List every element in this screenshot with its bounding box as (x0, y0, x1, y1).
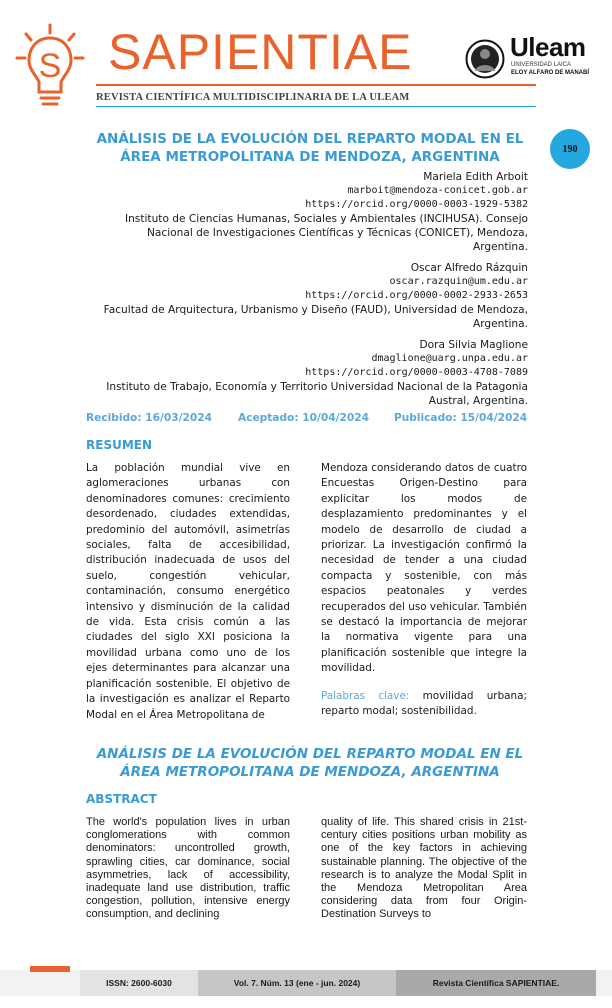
author-affiliation: Facultad de Arquitectura, Urbanismo y Diseño (FAUD), Universidad de Mendoza, (103, 304, 528, 316)
author-affiliation: Instituto de Trabajo, Economía y Territorio Universidad Nacional de la Patagonia (106, 381, 528, 393)
header-divider-blue (96, 106, 536, 107)
author-name: Oscar Alfredo Rázquin (410, 262, 528, 274)
date-received: Recibido: 16/03/2024 (86, 412, 212, 424)
title-line-2: ÁREA METROPOLITANA DE MENDOZA, ARGENTINA (120, 149, 500, 165)
title-line-1: ANÁLISIS DE LA EVOLUCIÓN DEL REPARTO MODAL EN EL (96, 131, 524, 147)
university-subtitle-1: UNIVERSIDAD LAICA (511, 62, 572, 68)
abstract-column-1: The world's population lives in urban conglomerations with common denominators: uncontrolled growth, sprawling cities, car dominance, social asymmetries, lack of accessibility, inadequate land use distribution, traffic congestion, pollution, intensive energy consumption, and declining (86, 816, 290, 921)
author-affiliation: Instituto de Ciencias Humanas, Sociales y Ambientales (INCIHUSA). Consejo (124, 213, 528, 225)
keywords-line (321, 689, 527, 720)
svg-text:S: S (38, 47, 62, 85)
author-email[interactable]: oscar.razquin@um.edu.ar (389, 276, 528, 287)
author-affiliation: Nacional de Investigaciones Científicas y Técnicas (CONICET), Mendoza, (146, 227, 528, 239)
article-title-es (80, 130, 540, 166)
abstract-column-2: quality of life. This shared crisis in 21st-century cities positions urban mobility as one of the key factors in achieving sustainable planning. The objective of the research is to analyze the Modal Split in the Mendoza Metropolitan Area considering data from four Origin-Destination Surveys to (321, 816, 527, 921)
author-block-1 (58, 170, 528, 254)
keywords-label: Palabras clave: (321, 689, 410, 702)
resumen-column-1: La población mundial vive en aglomeraciones urbanas con denominadores comunes: crecimiento desordenado, ciudades extendidas, predominio del automóvil, asimetrías sociales, falta de accesibilidad, distribución inadecuada de usos del suelo, congestión vehicular, contaminación, consumo energético intensivo y disminución de la calidad de vida. Esta crisis común a las ciudades del siglo XXI posiciona la movilidad urbana como uno de los ejes determinantes para alcanzar una planificación sostenible. El objetivo de la investigación es analizar el Reparto Modal en el Área Metropolitana de (86, 462, 290, 721)
author-email[interactable]: marboit@mendoza-conicet.gob.ar (347, 185, 528, 196)
footer-issn: ISSN: 2600-6030 (80, 970, 198, 996)
author-affiliation: Argentina. (472, 241, 528, 253)
keywords-text: movilidad urbana; reparto modal; sostenibilidad. (321, 689, 527, 718)
abstract-heading: ABSTRACT (86, 792, 157, 806)
author-orcid[interactable]: https://orcid.org/0000-0003-1929-5382 (305, 199, 528, 210)
date-accepted: Aceptado: 10/04/2024 (238, 412, 369, 424)
journal-logo-text: SAPIENTIAE (108, 24, 413, 80)
author-orcid[interactable]: https://orcid.org/0000-0003-4708-7089 (305, 367, 528, 378)
footer-volume: Vol. 7. Núm. 13 (ene - jun. 2024) (198, 970, 396, 996)
title-en-line-2: ÁREA METROPOLITANA DE MENDOZA, ARGENTINA (120, 764, 500, 780)
author-affiliation: Argentina. (472, 318, 528, 330)
author-name: Dora Silvia Maglione (419, 339, 528, 351)
author-block-3 (58, 338, 528, 408)
title-en-line-1: ANÁLISIS DE LA EVOLUCIÓN DEL REPARTO MODAL EN EL (96, 746, 524, 762)
university-subtitle-2: ELOY ALFARO DE MANABÍ (511, 70, 590, 76)
author-name: Mariela Edith Arboit (423, 171, 528, 183)
header-divider (96, 84, 536, 86)
lightbulb-logo-icon (14, 22, 86, 112)
university-name: Uleam (510, 32, 586, 62)
article-title-en (80, 745, 540, 781)
footer-accent (30, 966, 70, 972)
university-seal-icon (465, 39, 505, 79)
resumen-column-2 (321, 461, 527, 720)
author-email[interactable]: dmaglione@uarg.unpa.edu.ar (371, 353, 528, 364)
journal-subtitle: REVISTA CIENTÍFICA MULTIDISCIPLINARIA DE LA ULEAM (96, 92, 410, 103)
author-orcid[interactable]: https://orcid.org/0000-0002-2933-2653 (305, 290, 528, 301)
author-affiliation: Austral, Argentina. (428, 395, 528, 407)
date-published: Publicado: 15/04/2024 (394, 412, 528, 424)
resumen-heading: RESUMEN (86, 438, 153, 452)
footer-journal: Revista Científica SAPIENTIAE. (396, 970, 596, 996)
resumen-column-2-text: Mendoza considerando datos de cuatro Encuestas Origen-Destino para explicitar los modos de desplazamiento predominantes y el modelo de desarrollo de ciudad a priorizar. La investigación confirmó la necesidad de tender a una ciudad compacta y sostenible, con más espacios peatonales y verdes recuperados del uso vehicular. También se destacó la importancia de mejorar la normativa vigente para una planificación sostenible que integre la movilidad. (321, 462, 527, 675)
page-number-badge: 190 (550, 129, 590, 169)
author-block-2 (58, 261, 528, 331)
